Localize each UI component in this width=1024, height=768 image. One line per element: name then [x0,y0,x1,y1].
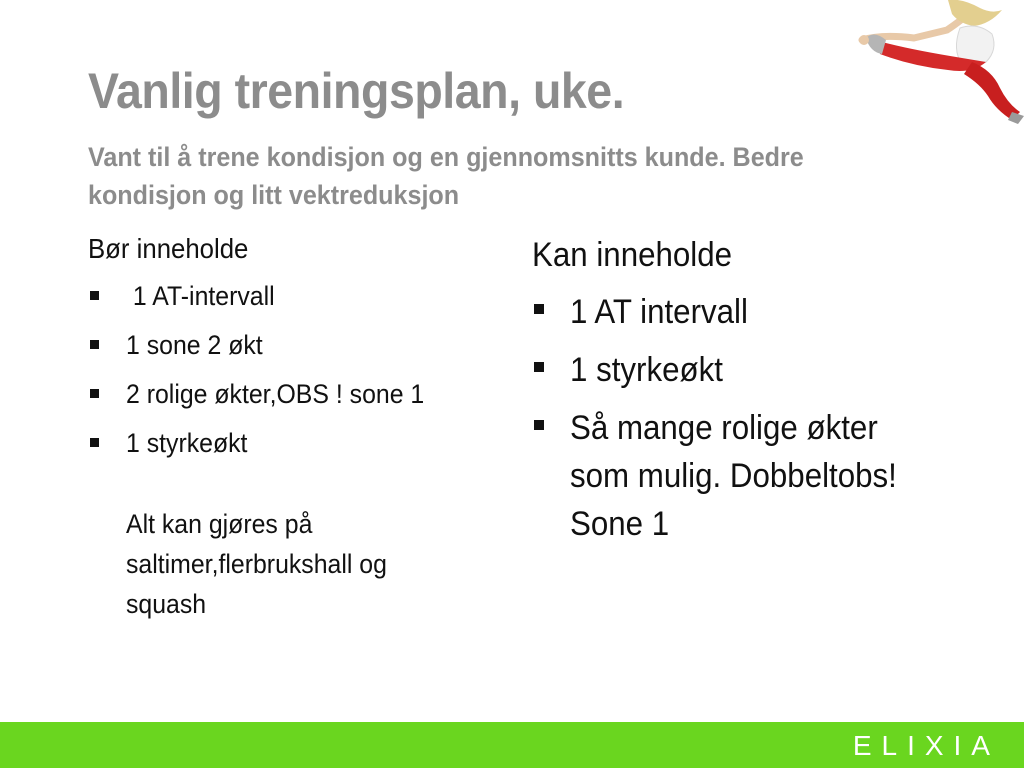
list-item [532,288,952,336]
footer-bar [0,722,1024,768]
square-bullet-icon [90,389,99,398]
list-item-text: 2 rolige økter,OBS ! sone 1 [126,379,425,409]
list-item [88,376,488,425]
list-item [88,327,488,376]
left-bullet-list [88,278,488,474]
square-bullet-icon [534,420,544,430]
jumping-athlete-photo [852,0,1024,125]
slide-title: Vanlig treningsplan, uke. [88,63,625,119]
right-column-heading: Kan inneholde [532,236,733,274]
left-column-heading: Bør inneholde [88,233,249,264]
elixia-logo: ELIXIA [852,730,1000,761]
list-item-text: 1 AT-intervall [126,281,275,311]
list-item-text: 1 styrkeøkt [126,428,248,458]
square-bullet-icon [90,438,99,447]
list-item-text: Så mange rolige økter som mulig. Dobbeltobs! Sone 1 [570,409,897,543]
slide-subtitle: Vant til å trene kondisjon og en gjennomsnitts kunde. Bedre kondisjon og litt vektreduksjon [88,142,804,210]
list-item [532,346,952,394]
square-bullet-icon [90,291,99,300]
right-column [532,232,952,558]
list-item-text: 1 styrkeøkt [570,351,723,389]
left-column-note: Alt kan gjøres på saltimer,flerbrukshall og squash [126,509,387,619]
square-bullet-icon [534,362,544,372]
list-item [532,404,952,548]
square-bullet-icon [90,340,99,349]
list-item [88,278,488,327]
square-bullet-icon [534,304,544,314]
list-item-text: 1 AT intervall [570,293,748,331]
right-bullet-list [532,288,952,548]
list-item-text: 1 sone 2 økt [126,330,263,360]
left-column [88,230,488,624]
list-item [88,425,488,474]
